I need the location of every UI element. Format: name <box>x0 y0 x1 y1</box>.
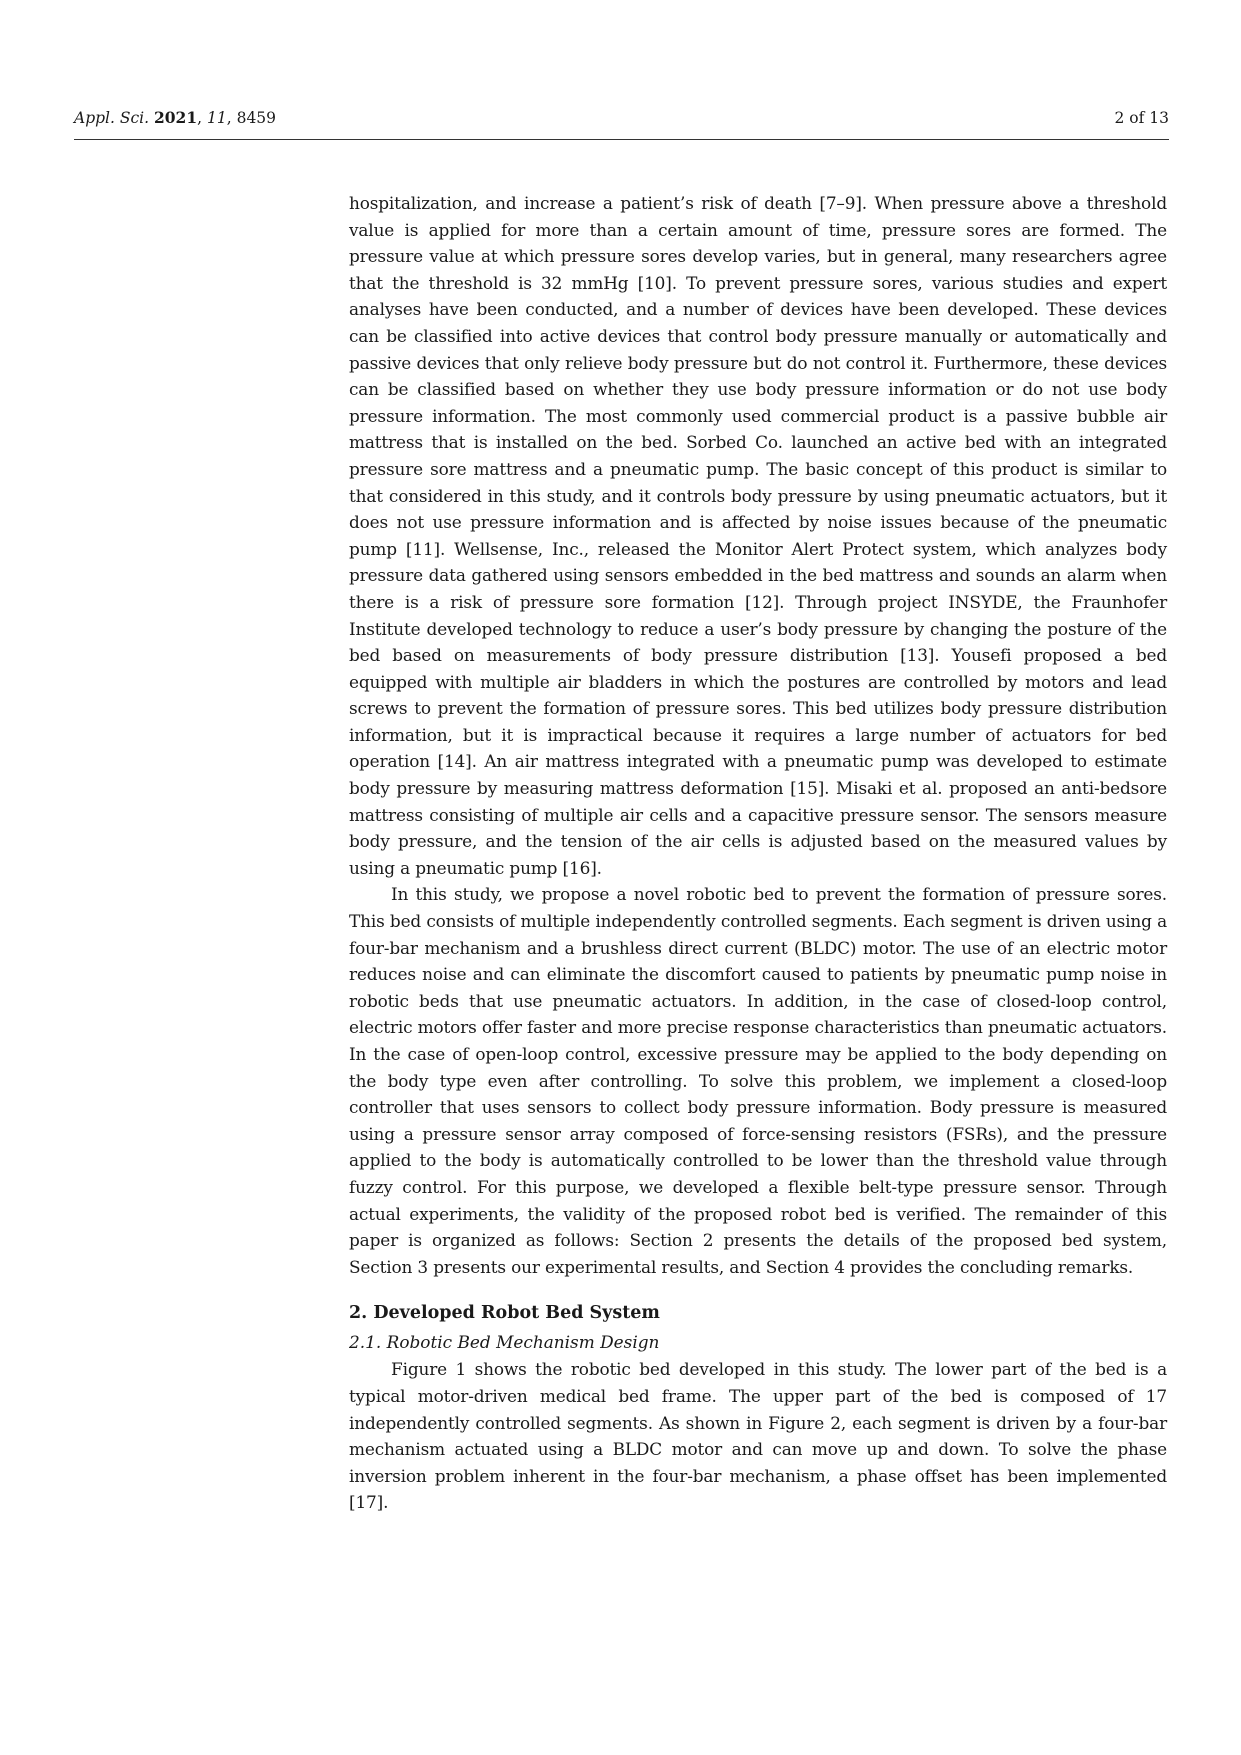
journal-volume: 11 <box>206 109 227 127</box>
page-number: 2 of 13 <box>1114 109 1169 127</box>
subsection-heading: 2.1. Robotic Bed Mechanism Design <box>349 1332 660 1353</box>
section-heading: 2. Developed Robot Bed System <box>349 1303 660 1324</box>
main-text-column <box>349 190 1167 1516</box>
header-divider <box>74 139 1169 140</box>
journal-name: Appl. Sci. <box>74 109 150 127</box>
paragraph-intro-continued: hospitalization, and increase a patient’s risk of death [7–9]. When pressure above a threshold value is applied for more than a certain amount of time, pressure sores are formed. The pressure value at which pressure sores develop varies, but in general, many researchers agree that the threshold is 32 mmHg [10]. To prevent pressure sores, various studies and expert analyses have been conducted, and a number of devices have been developed. These devices can be classified into active devices that control body pressure manually or automatically and passive devices that only relieve body pressure but do not control it. Furthermore, these devices can be classified based on whether they use body pressure information or do not use body pressure information. The most commonly used commercial product is a passive bubble air mattress that is installed on the bed. Sorbed Co. launched an active bed with an integrated pressure sore mattress and a pneumatic pump. The basic concept of this product is similar to that considered in this study, and it controls body pressure by using pneumatic actuators, but it does not use pressure information and is affected by noise issues because of the pneumatic pump [11]. Wellsense, Inc., released the Monitor Alert Protect system, which analyzes body pressure data gathered using sensors embedded in the bed mattress and sounds an alarm when there is a risk of pressure sore formation [12]. Through project INSYDE, the Fraunhofer Institute developed technology to reduce a user’s body pressure by changing the posture of the bed based on measurements of body pressure distribution [13]. Yousefi proposed a bed equipped with multiple air bladders in which the postures are controlled by motors and lead screws to prevent the formation of pressure sores. This bed utilizes body pressure distribution information, but it is impractical because it requires a large number of actuators for bed operation [14]. An air mattress integrated with a pneumatic pump was developed to estimate body pressure by measuring mattress deformation [15]. Misaki et al. proposed an anti-bedsore mattress consisting of multiple air cells and a capacitive pressure sensor. The sensors measure body pressure, and the tension of the air cells is adjusted based on the measured values by using a pneumatic pump [16]. <box>349 193 1167 878</box>
article-number: 8459 <box>236 109 277 127</box>
journal-reference: Appl. Sci. 2021, 11, 8459 <box>74 108 277 127</box>
page-header <box>74 106 1169 134</box>
publication-year: 2021 <box>153 108 198 127</box>
paragraph-proposal: In this study, we propose a novel robotic bed to prevent the formation of pressure sores. This bed consists of multiple independently controlled segments. Each segment is driven using a four-bar mechanism and a brushless direct current (BLDC) motor. The use of an electric motor reduces noise and can eliminate the discomfort caused to patients by pneumatic pump noise in robotic beds that use pneumatic actuators. In addition, in the case of closed-loop control, electric motors offer faster and more precise response characteristics than pneumatic actuators. In the case of open-loop control, excessive pressure may be applied to the body depending on the body type even after controlling. To solve this problem, we implement a closed-loop controller that uses sensors to collect body pressure information. Body pressure is measured using a pressure sensor array composed of force-sensing resistors (FSRs), and the pressure applied to the body is automatically controlled to be lower than the threshold value through fuzzy control. For this purpose, we developed a flexible belt-type pressure sensor. Through actual experiments, the validity of the proposed robot bed is verified. The remainder of this paper is organized as follows: Section 2 presents the details of the proposed bed system, Section 3 presents our experimental results, and Section 4 provides the concluding remarks. <box>349 884 1167 1277</box>
paragraph-mechanism-design: Figure 1 shows the robotic bed developed in this study. The lower part of the bed is a typical motor-driven medical bed frame. The upper part of the bed is composed of 17 independently controlled segments. As shown in Figure 2, each segment is driven by a four-bar mechanism actuated using a BLDC motor and can move up and down. To solve the phase inversion problem inherent in the four-bar mechanism, a phase offset has been implemented [17]. <box>349 1359 1167 1513</box>
